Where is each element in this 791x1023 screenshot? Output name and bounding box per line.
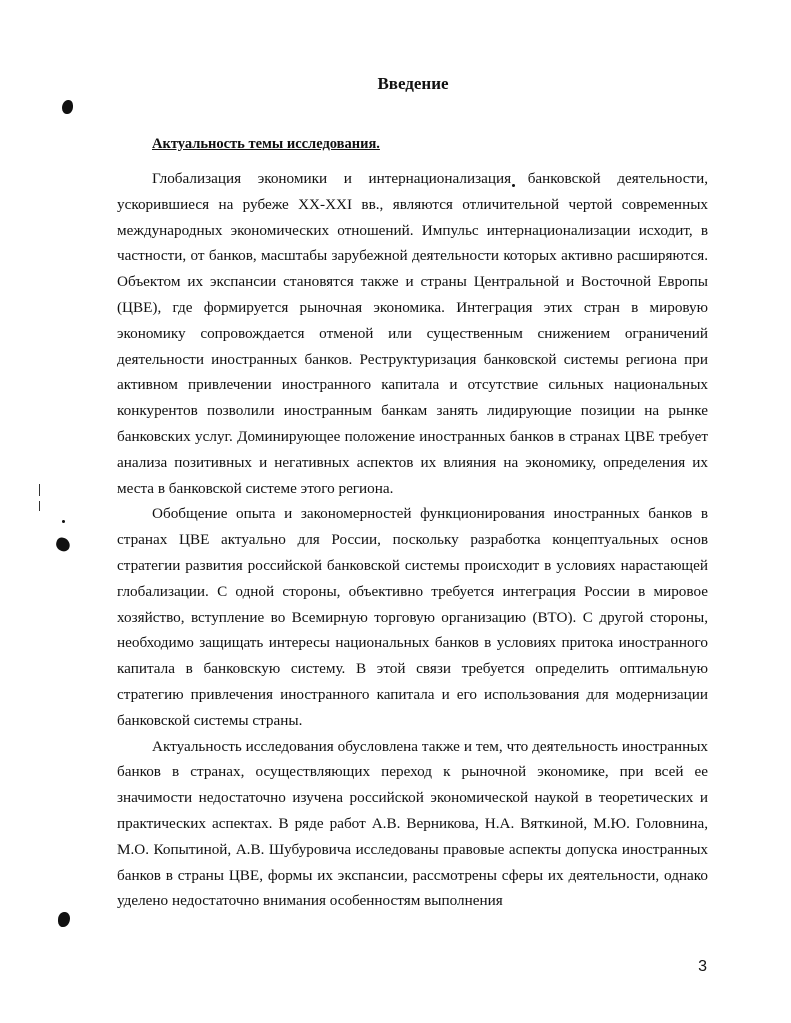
section-subtitle: Актуальность темы исследования. [152, 136, 380, 152]
scan-blot [54, 536, 72, 553]
scan-blot [62, 100, 73, 114]
paragraph: Обобщение опыта и закономерностей функционирования иностранных банков в странах ЦВЕ актуально для России, поскольку разработка концептуальных основ стратегии развития российской банковской системы происходит в условиях нарастающей глобализации. С одной стороны, объективно требуется интеграция России в мировое хозяйство, вступление во Всемирную торговую организацию (ВТО). С другой стороны, необходимо защищать интересы национальных банков в условиях притока иностранного капитала в банковскую систему. В этой связи требуется определить оптимальную стратегию привлечения иностранного капитала и его использования для модернизации банковской системы страны. [117, 505, 708, 729]
page-title: Введение [377, 74, 449, 93]
scan-blot [58, 912, 70, 927]
body-text [117, 166, 708, 914]
paragraph: Глобализация экономики и интернационализация банковской деятельности, ускорившиеся на рубеже XX-XXI вв., являются отличительной чертой современных международных экономических отношений. Импульс интернационализации исходит, в частности, от банков, масштабы зарубежной деятельности которых активно расширяются. Объектом их экспансии становятся также и страны Центральной и Восточной Европы (ЦВЕ), где формируется рыночная экономика. Интеграция этих стран в мировую экономику сопровождается отменой или существенным снижением ограничений деятельности иностранных банков. Реструктуризация банковской системы региона при активном привлечении иностранного капитала и отсутствие сильных национальных конкурентов позволили иностранным банкам занять лидирующие позиции на рынке банковских услуг. Доминирующее положение иностранных банков в странах ЦВЕ требует анализа позитивных и негативных аспектов их влияния на экономику, определения их места в банковской системе этого региона. [117, 170, 708, 497]
scan-dot [62, 520, 65, 523]
scan-mark [39, 484, 40, 496]
scan-mark [39, 501, 40, 511]
paragraph: Актуальность исследования обусловлена также и тем, что деятельность иностранных банков в странах, осуществляющих переход к рыночной экономике, при всей ее значимости недостаточно изучена российской экономической наукой в теоретических и практических аспектах. В ряде работ А.В. Верникова, Н.А. Вяткиной, М.Ю. Головнина, М.О. Копытиной, А.В. Шубуровича исследованы правовые аспекты допуска иностранных банков в страны ЦВЕ, формы их экспансии, рассмотрены сферы их деятельности, однако уделено недостаточно внимания особенностям выполнения [117, 737, 708, 910]
page-number: 3 [698, 958, 707, 975]
